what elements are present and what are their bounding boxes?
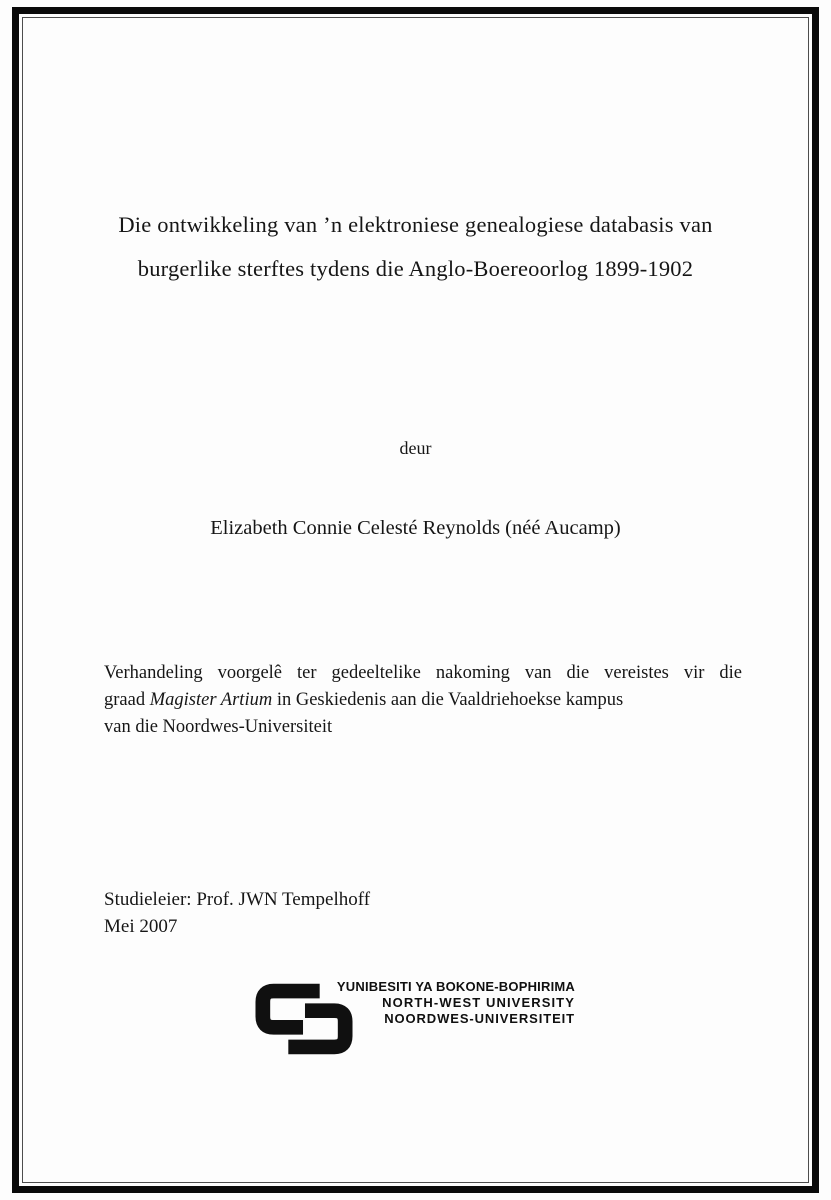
date-line: Mei 2007 bbox=[104, 916, 178, 937]
supervisor-line: Studieleier: Prof. JWN Tempelhoff bbox=[104, 889, 371, 910]
logo-text-afrikaans: NOORDWES-UNIVERSITEIT bbox=[384, 1010, 575, 1026]
degree-name-italic: Magister Artium bbox=[149, 690, 273, 710]
degree-statement-line2 bbox=[104, 687, 742, 714]
author-name: Elizabeth Connie Celesté Reynolds (néé Aucamp) bbox=[210, 517, 621, 539]
logo-text-setswana: YUNIBESITI YA BOKONE-BOPHIRIMA bbox=[336, 979, 575, 994]
university-logo bbox=[255, 976, 585, 1060]
university-logo-text bbox=[317, 979, 575, 1026]
thesis-title bbox=[60, 203, 771, 291]
degree-statement-line2-suffix: in Geskiedenis aan die Vaaldriehoekse kampus bbox=[272, 690, 624, 710]
degree-statement-line2-prefix: graad bbox=[104, 690, 150, 710]
byline-deur: deur bbox=[399, 438, 432, 458]
degree-statement-line1: Verhandeling voorgelê ter gedeeltelike nakoming van die vereistes vir die bbox=[104, 663, 742, 683]
supervisor-block bbox=[104, 886, 370, 940]
thesis-title-line2: burgerlike sterftes tydens die Anglo-Boereoorlog 1899-1902 bbox=[137, 256, 694, 281]
degree-statement-line3: van die Noordwes-Universiteit bbox=[104, 717, 333, 737]
logo-text-english: NORTH-WEST UNIVERSITY bbox=[382, 994, 575, 1010]
degree-statement bbox=[104, 660, 742, 741]
thesis-title-line1: Die ontwikkeling van ’n elektroniese genealogiese databasis van bbox=[118, 212, 713, 237]
